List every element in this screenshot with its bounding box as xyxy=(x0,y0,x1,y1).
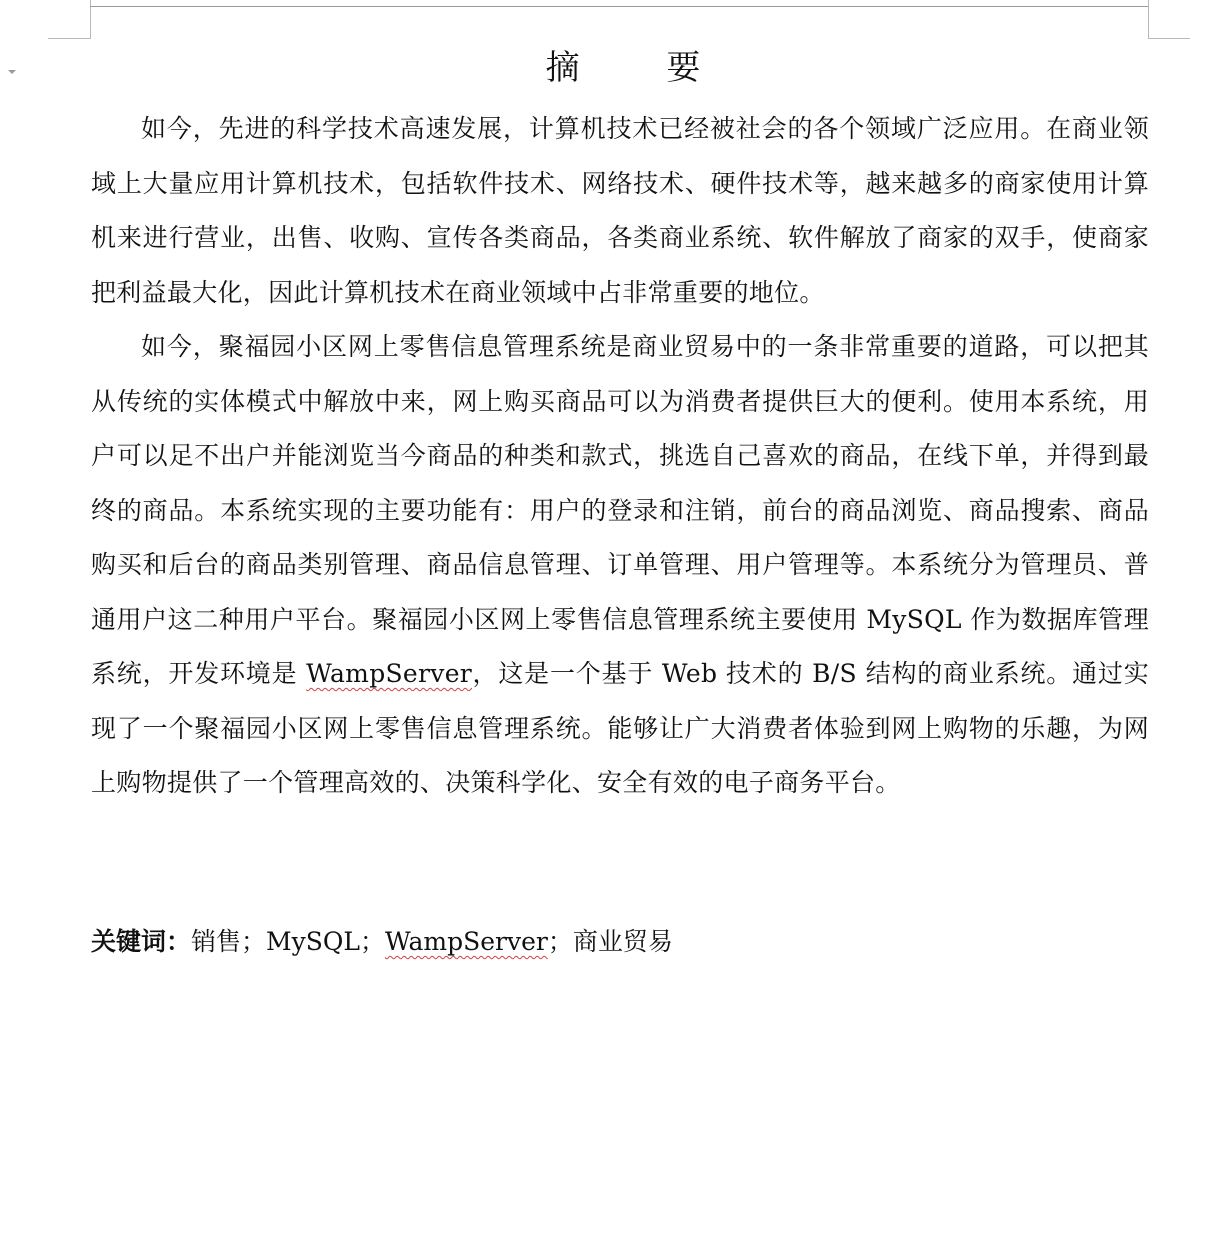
paragraph-2-text-a: 如今，聚福园小区网上零售信息管理系统是商业贸易中的一条非常重要的道路，可以把其从传统的实体模式中解放中来，网上购买商品可以为消费者提供巨大的便利。使用本系统，用户可以足不出户并能浏览当今商品的种类和款式，挑选自己喜欢的商品，在线下单，并得到最终的商品。本系统实现的主要功能有：用户的登录和注销，前台的商品浏览、商品搜索、商品购买和后台的商品类别管理、商品信息管理、订单管理、用户管理等。本系统分为管理员、普通用户这二种用户平台。聚福园小区网上零售信息管理系统主要使用 MySQL 作为数据库管理系统，开发环境是 xyxy=(91,332,1149,688)
crop-mark-top-right-h xyxy=(1148,38,1190,39)
abstract-title: 摘 要 xyxy=(545,48,739,88)
abstract-paragraph-1: 如今，先进的科学技术高速发展，计算机技术已经被社会的各个领域广泛应用。在商业领域上大量应用计算机技术，包括软件技术、网络技术、硬件技术等，越来越多的商家使用计算机来进行营业，出售、收购、宣传各类商品，各类商业系统、软件解放了商家的双手，使商家把利益最大化，因此计算机技术在商业领域中占非常重要的地位。 xyxy=(91,114,1149,307)
keywords-line xyxy=(91,915,1149,969)
abstract-body xyxy=(91,102,1149,811)
spellcheck-word-wampserver[interactable]: WampServer xyxy=(306,659,473,688)
header-rule xyxy=(90,6,1148,7)
abstract-paragraph-2 xyxy=(91,320,1149,811)
paragraph-2-text-b: ，这是一个基于 Web 技术的 B/S 结构的商业系统。通过实现了一个聚福园小区网上零售信息管理系统。能够让广大消费者体验到网上购物的乐趣，为网上购物提供了一个管理高效的、决策科学化、安全有效的电子商务平台。 xyxy=(91,659,1150,797)
keywords-text-1: 销售；MySQL； xyxy=(191,927,385,956)
crop-mark-top-right-v xyxy=(1148,0,1149,38)
keywords-label: 关键词： xyxy=(91,927,192,956)
keyword-wampserver[interactable]: WampServer xyxy=(384,927,548,956)
keywords-text-2: ；商业贸易 xyxy=(547,927,673,956)
crop-mark-top-left-h xyxy=(48,38,91,39)
